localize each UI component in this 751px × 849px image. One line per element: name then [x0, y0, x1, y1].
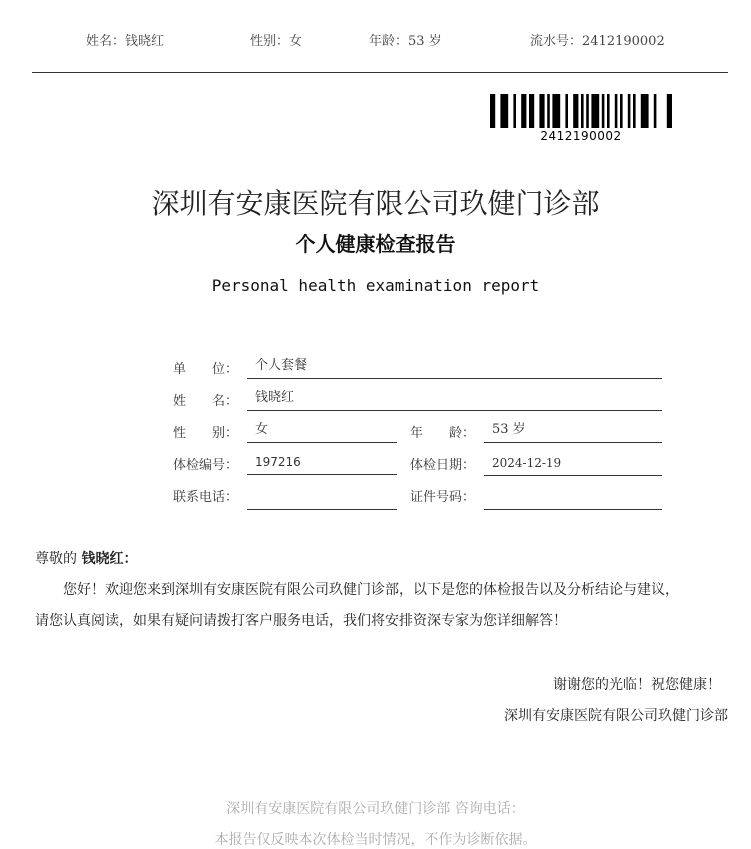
header-gender-label: 性别：: [250, 34, 290, 49]
barcode-bar: [513, 94, 516, 128]
barcode-bar: [565, 94, 568, 128]
report-title-english: Personal health examination report: [211, 276, 540, 295]
barcode-bar: [586, 94, 589, 128]
barcode-bar: [602, 94, 605, 128]
letter-line-2: 请您认真阅读，如果有疑问请拨打客户服务电话，我们将安排资深专家为您详细解答！: [35, 613, 567, 629]
unit-value: 个人套餐: [247, 355, 662, 379]
exam-date-label: 体检日期：: [410, 458, 476, 473]
header-serial: [530, 30, 665, 49]
barcode-bar: [654, 94, 657, 128]
barcode-bar: [667, 94, 672, 128]
barcode-bar: [500, 94, 508, 128]
letter-line-1: 您好！欢迎您来到深圳有安康医院有限公司玖健门诊部，以下是您的体检报告以及分析结论与建议，: [63, 582, 679, 598]
header-gender-value: 女: [289, 34, 303, 49]
barcode-bar: [552, 94, 560, 128]
header-serial-value: 2412190002: [582, 34, 665, 49]
header-age: [369, 30, 442, 49]
organization-title: 深圳有安康医院有限公司玖健门诊部: [151, 187, 600, 220]
barcode-image: [490, 94, 672, 128]
name-value: 钱晓红: [247, 387, 662, 411]
footer-contact: 深圳有安康医院有限公司玖健门诊部 咨询电话：: [226, 801, 525, 817]
barcode-bar: [591, 94, 599, 128]
barcode-bar: [521, 94, 526, 128]
header-name: [86, 30, 164, 49]
phone-value: [247, 486, 397, 510]
recipient-name: 钱晓红：: [81, 551, 138, 567]
barcode-bar: [633, 94, 636, 128]
barcode-bar: [628, 94, 631, 128]
gender-label: 性 别：: [173, 426, 239, 441]
header-name-value: 钱晓红: [125, 34, 165, 49]
unit-label: 单 位：: [173, 362, 239, 377]
header-gender: [250, 30, 302, 49]
barcode-bar: [539, 94, 544, 128]
barcode-bar: [490, 94, 495, 128]
barcode-bar: [620, 94, 623, 128]
header-age-label: 年龄：: [369, 34, 409, 49]
gender-value: 女: [247, 419, 397, 443]
report-title: 个人健康检查报告: [295, 232, 456, 256]
footer-disclaimer: 本报告仅反映本次体检当时情况，不作为诊断依据。: [214, 832, 537, 848]
barcode-bar: [641, 94, 649, 128]
letter-signature: 深圳有安康医院有限公司玖健门诊部: [504, 708, 728, 724]
age-label: 年 龄：: [410, 426, 476, 441]
salutation-text: 尊敬的: [35, 551, 77, 567]
barcode-bar: [547, 94, 550, 128]
id-value: [484, 486, 662, 510]
exam-no-value: 197216: [247, 451, 397, 475]
header-age-value: 53 岁: [408, 34, 442, 49]
barcode-bar: [529, 94, 534, 128]
barcode-bar: [607, 94, 610, 128]
exam-no-label: 体检编号：: [173, 458, 239, 473]
header-name-label: 姓名：: [86, 34, 126, 49]
salutation: [35, 548, 137, 568]
barcode-bar: [615, 94, 618, 128]
header-divider: [32, 72, 728, 73]
barcode-bar: [573, 94, 578, 128]
barcode-bar: [581, 94, 584, 128]
phone-label: 联系电话：: [173, 490, 239, 505]
id-label: 证件号码：: [410, 490, 476, 505]
barcode-text: 2412190002: [540, 129, 622, 143]
header-serial-label: 流水号：: [530, 34, 583, 49]
letter-thanks: 谢谢您的光临！祝您健康！: [553, 677, 721, 693]
age-value: 53 岁: [484, 419, 662, 443]
name-label: 姓 名：: [173, 394, 239, 409]
exam-date-value: 2024-12-19: [484, 452, 662, 476]
